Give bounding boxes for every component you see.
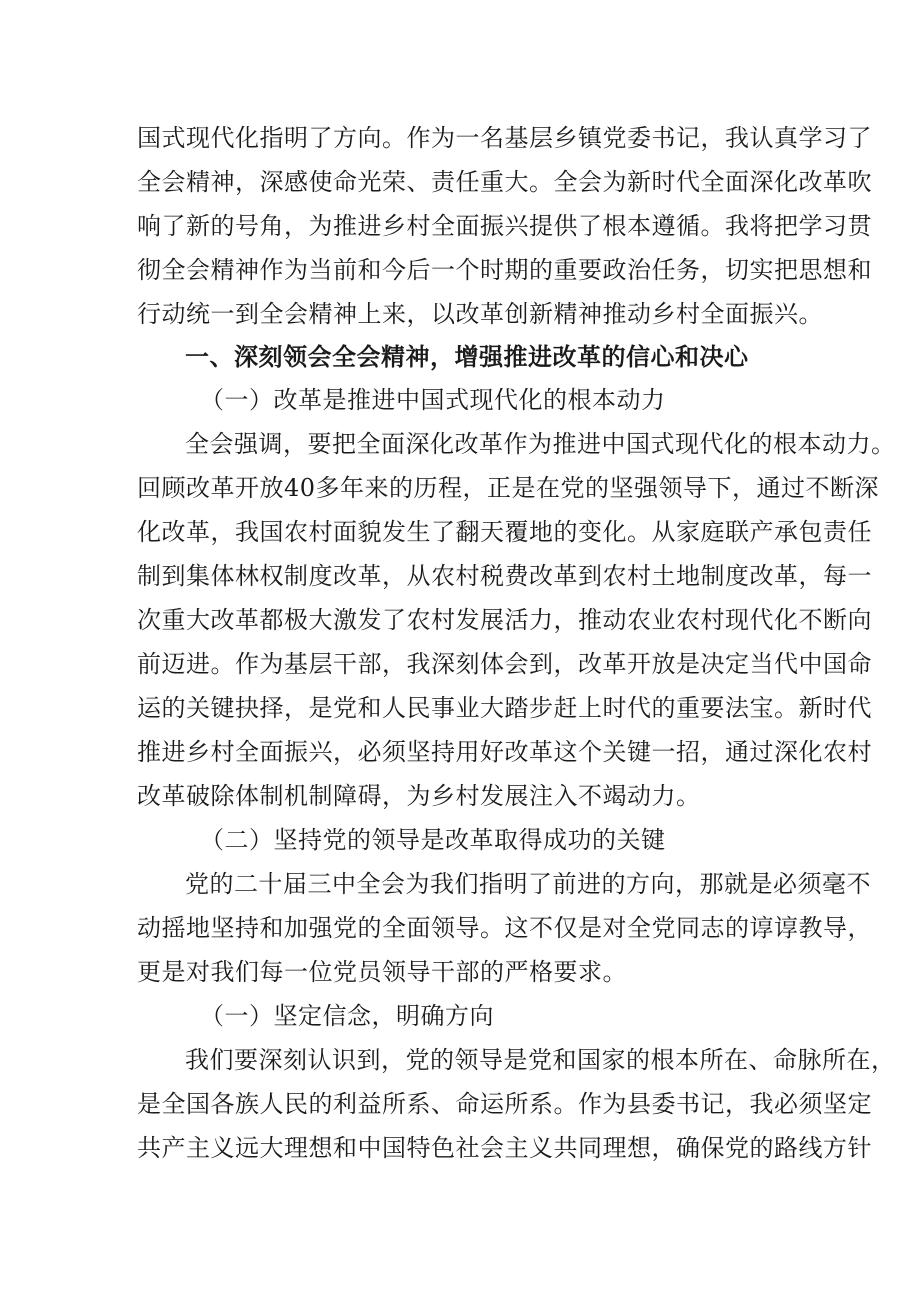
text-line: 是全国各族人民的利益所系、命运所系。作为县委书记，我必须坚定 (137, 1090, 872, 1118)
text-line: 共产主义远大理想和中国特色社会主义共同理想，确保党的路线方针 (137, 1134, 872, 1162)
text-line: 改革破除体制机制障碍，为乡村发展注入不竭动力。 (137, 782, 701, 810)
paragraph-start-line: 我们要深刻认识到，党的领导是党和国家的根本所在、命脉所在， (185, 1046, 896, 1074)
text-line: 动摇地坚持和加强党的全面领导。这不仅是对全党同志的谆谆教导， (137, 914, 872, 942)
text-line: 回顾改革开放40多年来的历程，正是在党的坚强领导下，通过不断深 (137, 474, 880, 502)
text-line: 更是对我们每一位党员领导干部的严格要求。 (137, 958, 627, 986)
section-heading: 一、深刻领会全会精神，增强推进改革的信心和决心 (185, 342, 749, 371)
text-line: 运的关键抉择，是党和人民事业大踏步赶上时代的重要法宝。新时代 (137, 694, 872, 722)
text-line: 国式现代化指明了方向。作为一名基层乡镇党委书记，我认真学习了 (137, 124, 872, 152)
subsection-heading: （二）坚持党的领导是改革取得成功的关键 (200, 826, 666, 854)
text-line: 推进乡村全面振兴，必须坚持用好改革这个关键一招，通过深化农村 (137, 738, 872, 766)
text-line: 前迈进。作为基层干部，我深刻体会到，改革开放是决定当代中国命 (137, 650, 872, 678)
subsection-heading: （一）改革是推进中国式现代化的根本动力 (200, 386, 666, 414)
text-line: 行动统一到全会精神上来，以改革创新精神推动乡村全面振兴。 (137, 300, 823, 328)
paragraph-start-line: 党的二十届三中全会为我们指明了前进的方向，那就是必须毫不 (185, 870, 871, 898)
subsection-heading: （一）坚定信念，明确方向 (200, 1002, 494, 1030)
paragraph-start-line: 全会强调，要把全面深化改革作为推进中国式现代化的根本动力。 (185, 430, 896, 458)
text-line: 全会精神，深感使命光荣、责任重大。全会为新时代全面深化改革吹 (137, 168, 872, 196)
text-line: 响了新的号角，为推进乡村全面振兴提供了根本遵循。我将把学习贯 (137, 212, 872, 240)
text-line: 次重大改革都极大激发了农村发展活力，推动农业农村现代化不断向 (137, 606, 872, 634)
text-line: 化改革，我国农村面貌发生了翻天覆地的变化。从家庭联产承包责任 (137, 518, 872, 546)
text-line: 制到集体林权制度改革，从农村税费改革到农村土地制度改革，每一 (137, 562, 872, 590)
text-line: 彻全会精神作为当前和今后一个时期的重要政治任务，切实把思想和 (137, 256, 872, 284)
